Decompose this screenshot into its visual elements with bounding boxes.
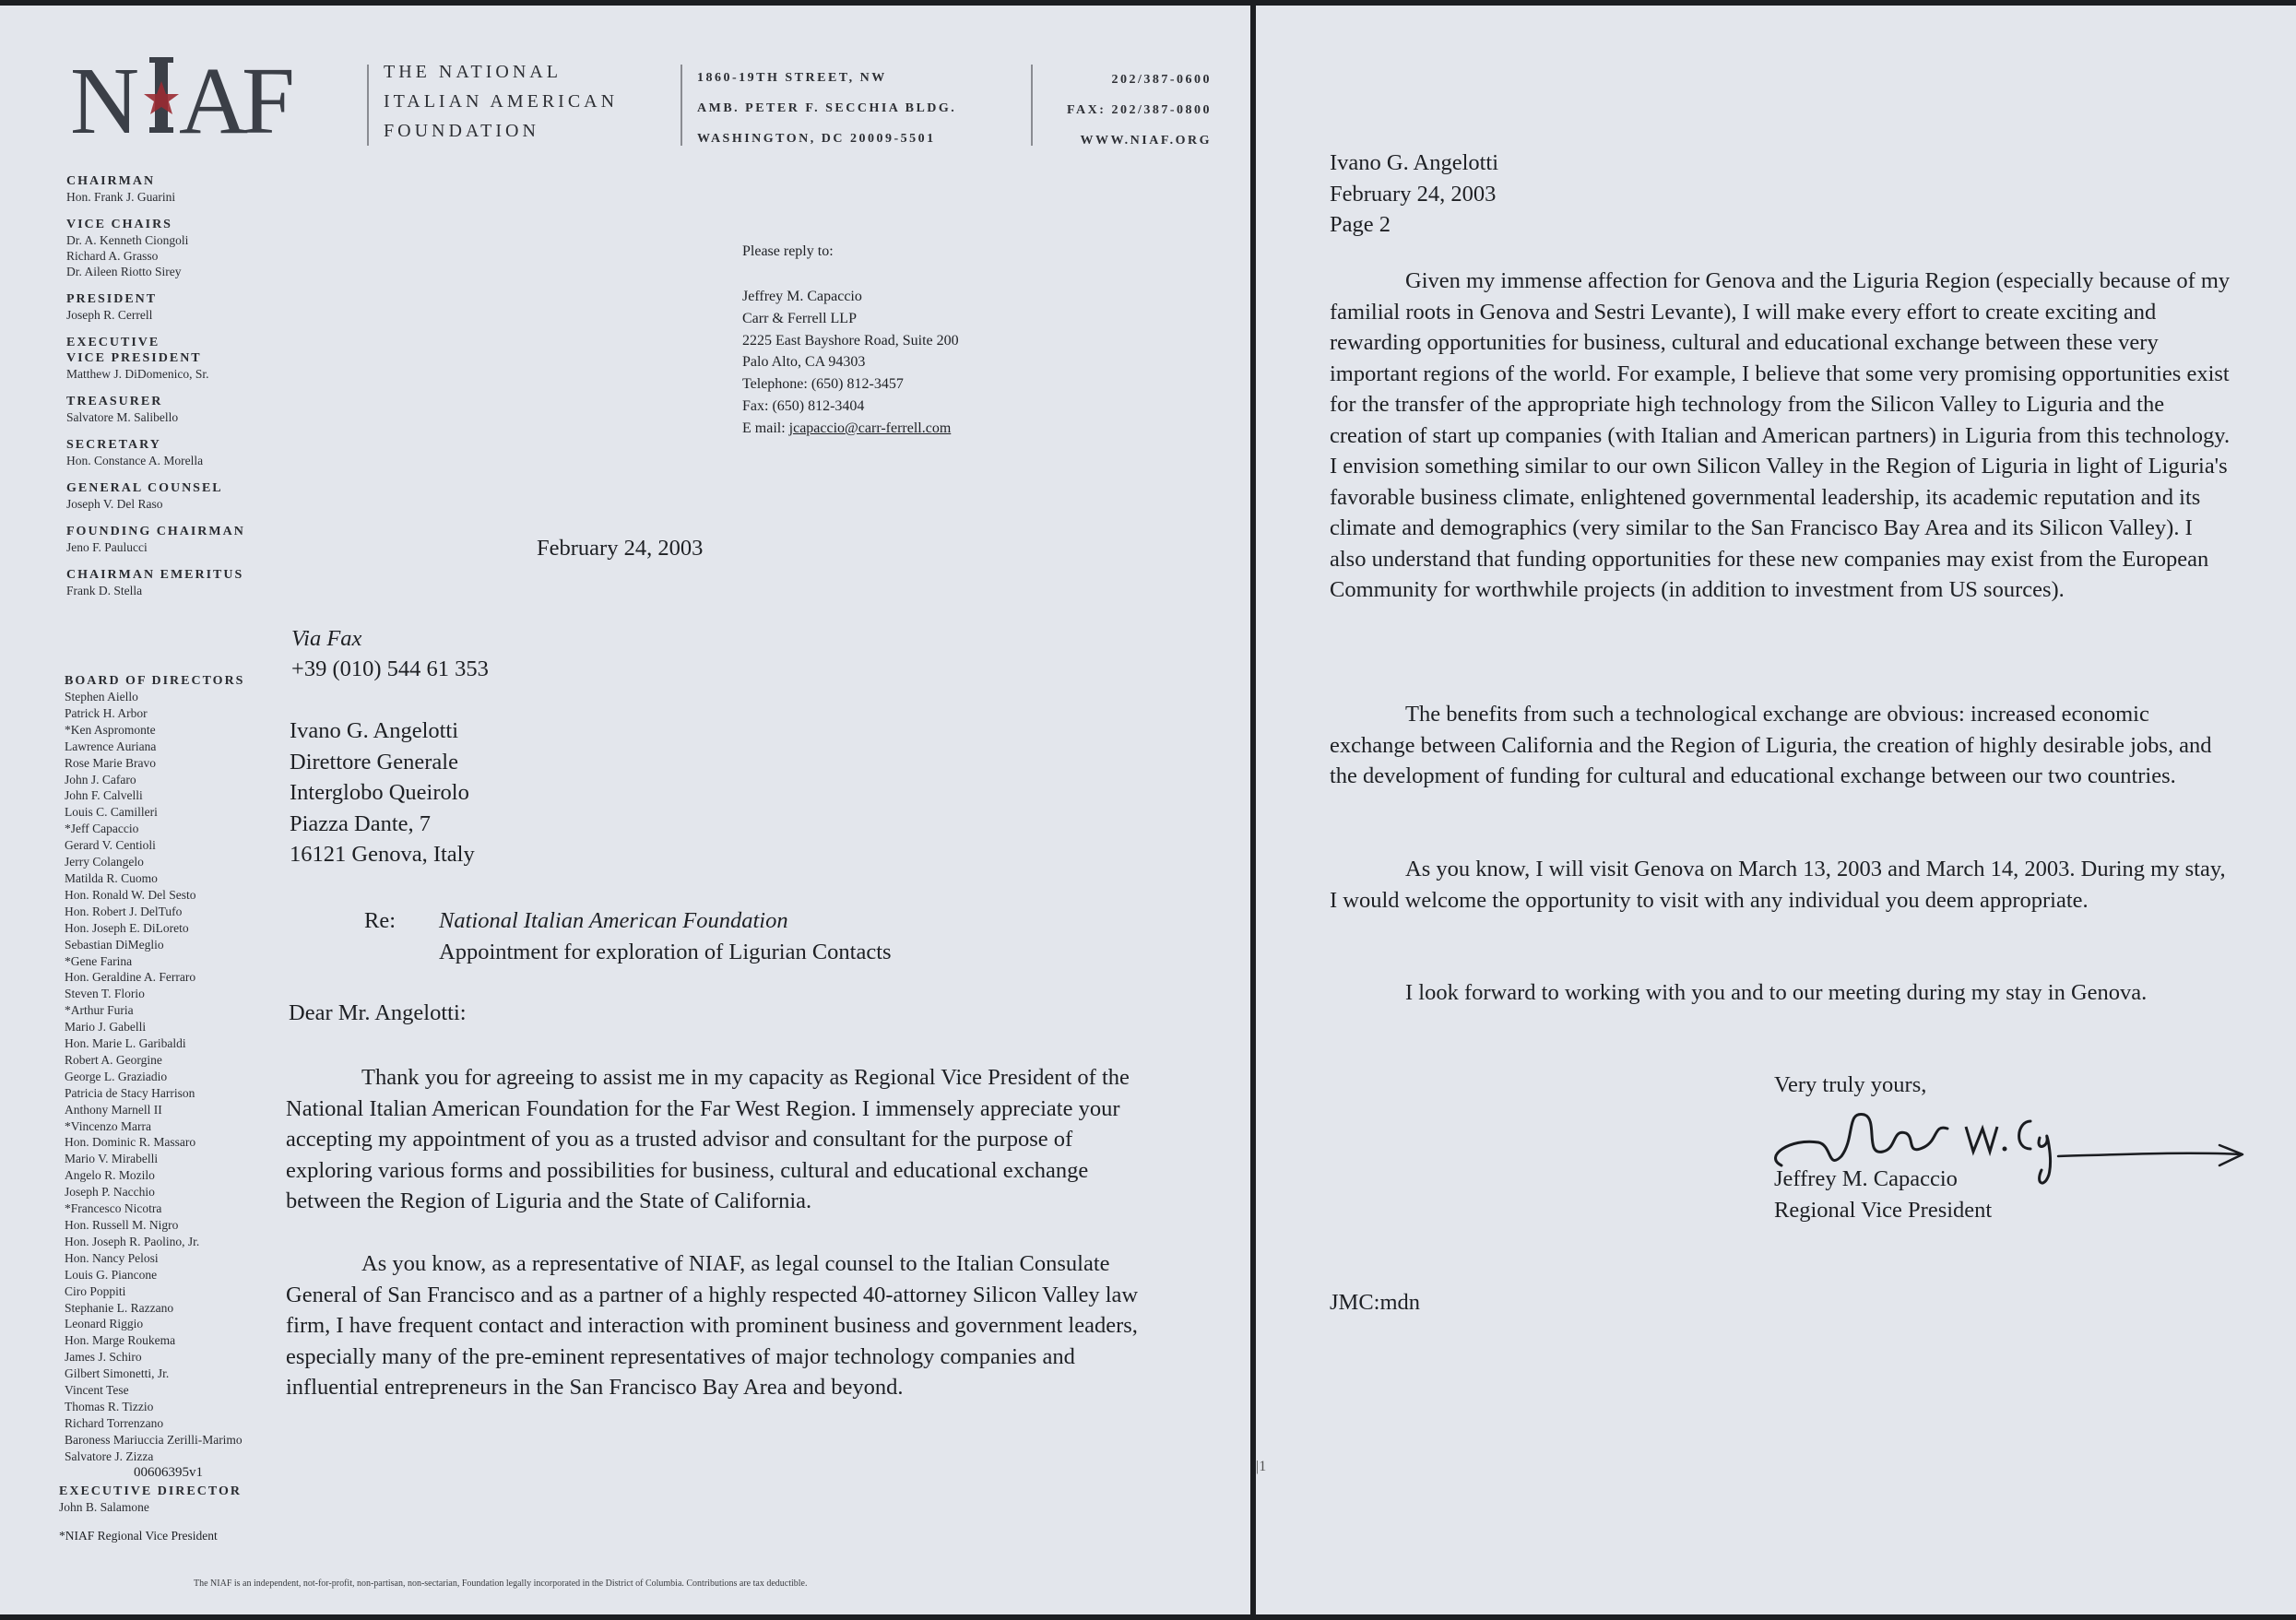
letterhead-divider <box>367 65 369 146</box>
officer-title: PRESIDENT <box>66 292 158 306</box>
board-member-name: Hon. Ronald W. Del Sesto <box>65 887 196 902</box>
board-member-name: Angelo R. Mozilo <box>65 1168 155 1183</box>
board-member-name: Leonard Riggio <box>65 1317 144 1331</box>
paragraph-text: Thank you for agreeing to assist me in my capacity as Regional Vice President of the National Italian American Foundation for the Far West Region. I immensely appreciate your accepting my appointment of you as a trusted advisor and consultant for the purpose of exploring various forms and possibilities for business, cultural and educational exchange between the Region of Liguria and the State of California. <box>286 1065 1130 1213</box>
letterhead-divider <box>681 65 682 146</box>
board-member-name: Stephen Aiello <box>65 690 138 704</box>
officer-title: SECRETARY <box>66 438 161 452</box>
paragraph-text: As you know, as a representative of NIAF, as legal counsel to the Italian Consulate General of San Francisco and as a partner of a highly respected 40-attorney Silicon Valley law firm, I have frequent contact and interaction with prominent business and government leaders, especially many of the pre-eminent representatives of major technology companies and influential entrepreneurs in the San Francisco Bay Area and beyond. <box>286 1251 1139 1400</box>
paragraph-text: Given my immense affection for Genova and the Liguria Region (especially because of my familial roots in Genova and Sestri Levante), I will make every effort to create exciting and rewarding opportunities for business, cultural and educational exchange between these very important regions of the world. For example, I believe that some very promising opportunities exist for the transfer of the appropriate high technology from the Silicon Valley to Liguria and the creation of start up companies (with Italian and American partners) in Liguria from this technology. I envision something similar to our own Silicon Valley in the Region of Liguria in light of Liguria's favorable business climate, enlightened governmental leadership, its academic reputation and its climate and demographics (very similar to the San Francisco Bay Area and its Silicon Valley). I also understand that funding opportunities for these new companies may exist from the European Community for worthwhile projects (in addition to investment from US sources). <box>1330 268 2231 602</box>
board-member-name: Salvatore J. Zizza <box>65 1449 154 1463</box>
board-member-name: Louis G. Piancone <box>65 1267 158 1282</box>
officer-group <box>66 217 297 279</box>
board-member-name: Hon. Robert J. DelTufo <box>65 904 183 918</box>
board-member-name: Baroness Mariuccia Zerilli-Marimo <box>65 1432 243 1447</box>
board-member-name: Hon. Russell M. Nigro <box>65 1218 179 1232</box>
paragraph-text: I look forward to working with you and to our meeting during my stay in Genova. <box>1405 980 2148 1005</box>
board-member-name: Anthony Marnell II <box>65 1102 162 1117</box>
board-member-name: Mario V. Mirabelli <box>65 1152 159 1166</box>
executive-director <box>59 1484 242 1515</box>
re-subject-line-1: National Italian American Foundation <box>439 908 788 933</box>
foundation-name: THE NATIONAL ITALIAN AMERICAN FOUNDATION <box>384 62 619 141</box>
svg-text:A: A <box>179 48 249 146</box>
reply-to-label: Please reply to: <box>742 243 834 259</box>
officer-title: CHAIRMAN <box>66 174 156 188</box>
board-member-name: Patrick H. Arbor <box>65 705 148 720</box>
body-paragraph <box>1330 699 2233 792</box>
board-member-name: Patricia de Stacy Harrison <box>65 1085 195 1100</box>
paragraph-text: As you know, I will visit Genova on March 13, 2003 and March 14, 2003. During my stay, I would welcome the opportunity to visit with any individual you deem appropriate. <box>1330 857 2226 913</box>
board-member-name: Gilbert Simonetti, Jr. <box>65 1366 170 1381</box>
officer-name: Frank D. Stella <box>66 584 143 597</box>
board-member-name: *Gene Farina <box>65 953 133 968</box>
officer-title: VICE CHAIRS <box>66 218 172 231</box>
board-member-name: Ciro Poppiti <box>65 1283 126 1298</box>
closing: Very truly yours, <box>1774 1072 1927 1097</box>
board-member-name: Jerry Colangelo <box>65 855 144 869</box>
board-member-name: Gerard V. Centioli <box>65 838 156 853</box>
board-member-name: Hon. Dominic R. Massaro <box>65 1135 196 1150</box>
page-edge-mark: |1 <box>1256 1459 1267 1474</box>
board-member-name: *Vincenzo Marra <box>65 1118 152 1133</box>
letterhead-contact: 202/387-0600 FAX: 202/387-0800 WWW.NIAF.ORG <box>1067 73 1212 148</box>
document-id: 00606395v1 <box>134 1465 203 1480</box>
officer-name: Joseph V. Del Raso <box>66 497 163 511</box>
board-member-name: Louis C. Camilleri <box>65 805 158 820</box>
board-member-name: Hon. Joseph R. Paolino, Jr. <box>65 1234 200 1248</box>
board-member-name: Vincent Tese <box>65 1383 129 1398</box>
board-member-name: Robert A. Georgine <box>65 1052 162 1067</box>
addressee-block: Ivano G. Angelotti Direttore Generale Interglobo Queirolo Piazza Dante, 7 16121 Genova, Italy <box>290 718 475 867</box>
re-label: Re: <box>364 908 396 933</box>
board-member-name: Rose Marie Bravo <box>65 755 156 770</box>
board-member-name: John F. Calvelli <box>65 788 143 803</box>
board-member-name: Hon. Geraldine A. Ferraro <box>65 970 196 985</box>
board-member-name: George L. Graziadio <box>65 1069 168 1083</box>
board-member-name: Mario J. Gabelli <box>65 1020 147 1035</box>
board-member-name: Lawrence Auriana <box>65 739 157 753</box>
board-member-name: Hon. Nancy Pelosi <box>65 1250 159 1265</box>
signer-name: Jeffrey M. Capaccio <box>1774 1166 1958 1191</box>
officer-group <box>66 480 297 512</box>
board-member-name: *Francesco Nicotra <box>65 1201 162 1216</box>
officer-name: Dr. A. Kenneth Ciongoli <box>66 233 189 247</box>
officer-name: Hon. Frank J. Guarini <box>66 190 176 204</box>
board-member-name: *Arthur Furia <box>65 1003 134 1018</box>
reply-to-address: Jeffrey M. Capaccio Carr & Ferrell LLP 2225 East Bayshore Road, Suite 200 Palo Alto, CA 94303 Telephone: (650) 812-3457 Fax: (650) 812-3404 <box>742 289 959 414</box>
board-member-name: Steven T. Florio <box>65 987 145 1001</box>
executive-director-title: EXECUTIVE DIRECTOR <box>59 1484 242 1498</box>
board-member-name: Sebastian DiMeglio <box>65 937 164 952</box>
board-member-name: Joseph P. Nacchio <box>65 1185 155 1200</box>
reply-to-block <box>742 286 959 440</box>
officer-name: Matthew J. DiDomenico, Sr. <box>66 367 209 381</box>
board-member-name: Stephanie L. Razzano <box>65 1300 174 1315</box>
officer-name: Dr. Aileen Riotto Sirey <box>66 265 182 278</box>
body-paragraph <box>286 1248 1171 1403</box>
officer-title: GENERAL COUNSEL <box>66 481 223 495</box>
email-link[interactable]: jcapaccio@carr-ferrell.com <box>788 420 952 436</box>
officer-name: Hon. Constance A. Morella <box>66 454 204 467</box>
officer-name: Richard A. Grasso <box>66 249 159 263</box>
niaf-logo <box>70 44 310 146</box>
board-member-name: John J. Cafaro <box>65 772 136 786</box>
officer-group <box>66 173 297 205</box>
board-of-directors <box>65 673 323 1465</box>
officer-group <box>66 437 297 468</box>
officers-list <box>66 173 297 610</box>
board-member-name: *Jeff Capaccio <box>65 822 139 836</box>
svg-text:F: F <box>242 48 295 146</box>
letter-page-2 <box>1256 6 2296 1614</box>
board-member-name: Matilda R. Cuomo <box>65 870 158 885</box>
svg-text:N: N <box>70 48 138 146</box>
board-member-name: Hon. Marge Roukema <box>65 1333 176 1348</box>
officer-title: CHAIRMAN EMERITUS <box>66 568 244 582</box>
typist-initials: JMC:mdn <box>1330 1290 1421 1315</box>
board-member-name: *Ken Aspromonte <box>65 722 156 737</box>
paragraph-text: The benefits from such a technological exchange are obvious: increased economic exchange between California and the Region of Liguria, the creation of highly desirable jobs, and the development of funding for cultural and educational exchange between our two countries. <box>1330 702 2212 788</box>
body-paragraph <box>1330 266 2233 606</box>
footer-disclaimer: The NIAF is an independent, not-for-profit, non-partisan, non-sectarian, Foundation legally incorporated in the District of Columbia. Contributions are tax deductible. <box>194 1579 808 1589</box>
officer-title: EXECUTIVE VICE PRESIDENT <box>66 336 202 365</box>
board-member-name: Thomas R. Tizzio <box>65 1399 154 1413</box>
executive-director-name: John B. Salamone <box>59 1500 149 1514</box>
officer-group <box>66 394 297 425</box>
body-paragraph <box>286 1062 1162 1217</box>
body-paragraph <box>1330 977 2233 1009</box>
officer-group <box>66 335 297 382</box>
email-label: E mail: <box>742 420 789 436</box>
officer-name: Salvatore M. Salibello <box>66 410 179 424</box>
officer-name: Joseph R. Cerrell <box>66 308 153 322</box>
officer-group <box>66 291 297 323</box>
re-subject <box>439 905 892 967</box>
board-member-name: Hon. Joseph E. DiLoreto <box>65 920 189 935</box>
officer-group <box>66 524 297 555</box>
board-member-name: Richard Torrenzano <box>65 1415 164 1430</box>
fax-number: +39 (010) 544 61 353 <box>291 656 489 681</box>
page-2-header: Ivano G. Angelotti February 24, 2003 Page 2 <box>1330 150 1499 237</box>
letterhead-divider <box>1031 65 1033 146</box>
officer-name: Jeno F. Paulucci <box>66 540 148 554</box>
officer-title: FOUNDING CHAIRMAN <box>66 525 245 538</box>
letter-page-1 <box>0 6 1250 1614</box>
letterhead-address: 1860-19TH STREET, NW AMB. PETER F. SECCHIA BLDG. WASHINGTON, DC 20009-5501 <box>697 71 957 146</box>
board-member-name: Hon. Marie L. Garibaldi <box>65 1036 186 1051</box>
salutation: Dear Mr. Angelotti: <box>289 1000 467 1025</box>
officer-title: TREASURER <box>66 395 163 408</box>
signer-title: Regional Vice President <box>1774 1198 1993 1223</box>
via-fax: Via Fax <box>291 626 362 651</box>
board-member-name: James J. Schiro <box>65 1350 142 1365</box>
footnote: *NIAF Regional Vice President <box>59 1529 218 1543</box>
officer-group <box>66 567 297 598</box>
board-title: BOARD OF DIRECTORS <box>65 674 245 688</box>
re-subject-line-2: Appointment for exploration of Ligurian Contacts <box>439 939 892 964</box>
body-paragraph <box>1330 854 2233 916</box>
letter-date: February 24, 2003 <box>537 536 704 561</box>
